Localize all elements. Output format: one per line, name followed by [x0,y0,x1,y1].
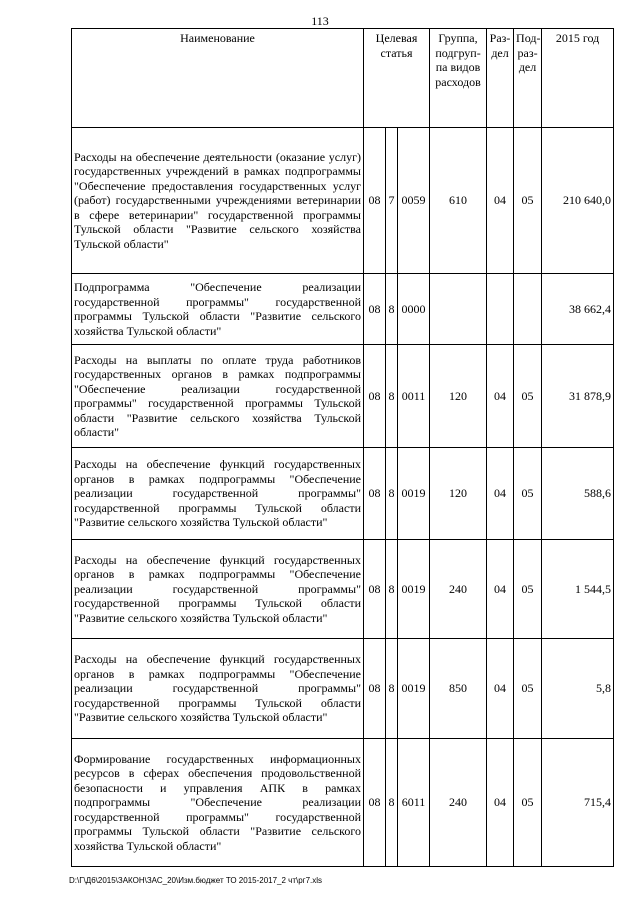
amount-2015: 5,8 [542,639,614,739]
expense-group: 240 [430,739,487,867]
target-article-part3: 0011 [398,345,430,448]
table-row [72,540,614,639]
expense-group: 850 [430,639,487,739]
row-name: Формирование государственных информационных ресурсов в сферах обеспечения продовольственной безопасности и управления АПК в рамках подпрограммы "Обеспечение реализации государственной программы" государственной программы Тульской области "Развитие сельского хозяйства Тульской области" [72,739,364,867]
section: 04 [487,739,514,867]
amount-2015: 210 640,0 [542,128,614,274]
section: 04 [487,345,514,448]
page-number: 113 [311,14,329,28]
subsection: 05 [514,540,542,639]
expense-group: 610 [430,128,487,274]
table-row [72,739,614,867]
amount-2015: 31 878,9 [542,345,614,448]
budget-table [71,28,614,867]
row-name: Расходы на обеспечение функций государственных органов в рамках подпрограммы "Обеспечение реализации государственной программы" государственной программы Тульской области "Развитие сельского хозяйства Тульской области" [72,639,364,739]
target-article-part2: 8 [386,540,398,639]
amount-2015: 1 544,5 [542,540,614,639]
target-article-part2: 8 [386,639,398,739]
section [487,274,514,345]
row-name: Расходы на обеспечение деятельности (оказание услуг) государственных учреждений в рамках подпрограммы "Обеспечение предоставления государственных услуг (работ) государственными учреждениями ветеринарии в сфере ветеринарии" государственной программы Тульской области "Развитие сельского хозяйства Тульской области" [72,128,364,274]
subsection: 05 [514,739,542,867]
subsection [514,274,542,345]
amount-2015: 38 662,4 [542,274,614,345]
target-article-part2: 8 [386,739,398,867]
target-article-part2: 7 [386,128,398,274]
target-article-part1: 08 [364,739,386,867]
section: 04 [487,639,514,739]
header-year-2015: 2015 год [542,29,614,128]
target-article-part1: 08 [364,448,386,540]
table-row [72,448,614,540]
target-article-part3: 0000 [398,274,430,345]
subsection: 05 [514,128,542,274]
subsection: 05 [514,448,542,540]
target-article-part1: 08 [364,540,386,639]
target-article-part3: 0019 [398,540,430,639]
table-header-row [72,29,614,128]
table-row [72,345,614,448]
header-subsection: Под-раз-дел [514,29,542,128]
target-article-part2: 8 [386,274,398,345]
section: 04 [487,448,514,540]
table-body [72,128,614,867]
row-name: Расходы на выплаты по оплате труда работников государственных органов в рамках подпрограммы "Обеспечение реализации государственной программы" государственной программы Тульской области "Развитие сельского хозяйства Тульской области" [72,345,364,448]
target-article-part3: 6011 [398,739,430,867]
target-article-part1: 08 [364,345,386,448]
header-expense-group: Группа, подгруп-па видов расходов [430,29,487,128]
amount-2015: 588,6 [542,448,614,540]
target-article-part3: 0019 [398,448,430,540]
section: 04 [487,540,514,639]
expense-group: 240 [430,540,487,639]
footer-file-path: D:\Г\Д6\2015\ЗАКОН\ЗАС_20\Изм.бюджет ТО 2015-2017_2 чт\рг7.xls [69,876,323,885]
row-name: Подпрограмма "Обеспечение реализации государственной программы" государственной программы Тульской области "Развитие сельского хозяйства Тульской области" [72,274,364,345]
target-article-part2: 8 [386,448,398,540]
header-target-article: Целевая статья [364,29,430,128]
target-article-part3: 0019 [398,639,430,739]
target-article-part1: 08 [364,128,386,274]
expense-group: 120 [430,345,487,448]
table-row [72,639,614,739]
table-row [72,274,614,345]
expense-group [430,274,487,345]
target-article-part1: 08 [364,639,386,739]
header-section: Раз-дел [487,29,514,128]
subsection: 05 [514,639,542,739]
target-article-part3: 0059 [398,128,430,274]
section: 04 [487,128,514,274]
row-name: Расходы на обеспечение функций государственных органов в рамках подпрограммы "Обеспечение реализации государственной программы" государственной программы Тульской области "Развитие сельского хозяйства Тульской области" [72,448,364,540]
amount-2015: 715,4 [542,739,614,867]
subsection: 05 [514,345,542,448]
expense-group: 120 [430,448,487,540]
header-name: Наименование [72,29,364,128]
row-name: Расходы на обеспечение функций государственных органов в рамках подпрограммы "Обеспечение реализации государственной программы" государственной программы Тульской области "Развитие сельского хозяйства Тульской области" [72,540,364,639]
table-row [72,128,614,274]
target-article-part2: 8 [386,345,398,448]
target-article-part1: 08 [364,274,386,345]
